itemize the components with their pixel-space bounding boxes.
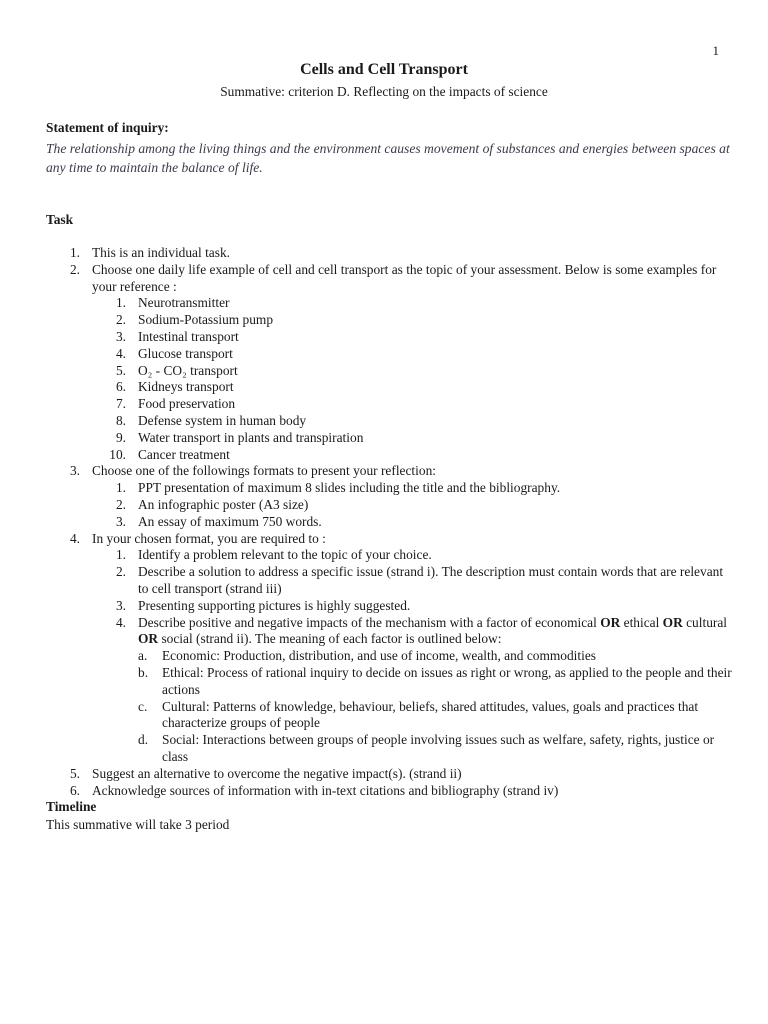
task-list (46, 245, 736, 799)
task-item-text: Choose one daily life example of cell and cell transport as the topic of your assessment. Below is some examples for your reference : (92, 261, 717, 294)
example-item: 9. Water transport in plants and transpiration (115, 429, 364, 445)
examples-list (92, 295, 736, 463)
task-item: 1. This is an individual task. (69, 245, 230, 260)
requirement-text: Presenting supporting pictures is highly suggested. (138, 597, 411, 613)
requirement-text: Identify a problem relevant to the topic of your choice. (138, 547, 432, 563)
requirement-text: Describe a solution to address a specific issue (strand i). The description must contain words that are relevant to cell transport (strand iii) (138, 564, 724, 596)
example-item: 2. Sodium-Potassium pump (115, 312, 274, 328)
task-item-text: In your chosen format, you are required to : (92, 530, 326, 546)
task-item-text: Suggest an alternative to overcome the negative impact(s). (strand ii) (92, 765, 462, 781)
example-item: 5. O₂ - CO₂ transport (115, 362, 238, 378)
task-item-text: Choose one of the followings formats to present your reflection: (92, 463, 436, 479)
aspect-item: b. Ethical: Process of rational inquiry to decide on issues as right or wrong, as applied to the people and their actions (138, 664, 732, 697)
task-item: 3. Choose one of the followings formats to present your reflection: 1. PPT presentation of maximum 8 slides including the title and the bibliography. 2. An infographic poster (A3 size) 3. An essay of maximum 750 words. (46, 463, 736, 530)
requirement-item: 4. Describe positive and negative impacts of the mechanism with a factor of economical OR ethical OR cultural OR social (strand ii). The meaning of each factor is outlined below: a. Economic: Production, distribution, and use of income, wealth, and commodities b. Ethical: Process of rational inquiry to decide on issues as right or wrong, as applied to the people and their actions c. Cultural: Patterns of knowledge, behaviour, beliefs, shared attitudes, values, goals and practices that characterize groups of people d. Social: Interactions between groups of people involving issues such as welfare, safety, rights, justice or class (92, 615, 736, 766)
example-item: 4. Glucose transport (115, 345, 233, 361)
task-item: 4. In your chosen format, you are required to : 1. Identify a problem relevant to the topic of your choice. 2. Describe a solution to address a specific issue (strand i). The description must contain words that are relevant to cell transport (strand iii) 3. Presenting supporting pictures is highly suggested. 4. Describe positive and negative impacts of the mechanism with a factor of economical OR ethical OR cultural OR social (strand ii). The meaning of each factor is outlined below: a. Economic: Production, distribution, and use of income, wealth, and commodities b. Ethical: Process of rational inquiry to decide on issues as right or wrong, as applied to the people and their actions c. Cultural: Patterns of knowledge, behaviour, beliefs, shared attitudes, values, goals and practices that characterize groups of people d. Social: Interactions between groups of people involving issues such as welfare, safety, rights, justice or class (46, 531, 736, 766)
document-title: Cells and Cell Transport (300, 61, 468, 78)
format-text: PPT presentation of maximum 8 slides including the title and the bibliography. (138, 480, 561, 496)
timeline-heading: Timeline (46, 799, 97, 814)
requirement-text: cultural (682, 614, 728, 630)
example-text: Food preservation (138, 396, 236, 412)
requirements-list (92, 547, 736, 765)
example-item: 8. Defense system in human body (115, 412, 307, 428)
document-subtitle: Summative: criterion D. Reflecting on the impacts of science (220, 84, 548, 99)
format-item: 1. PPT presentation of maximum 8 slides including the title and the bibliography. (115, 480, 561, 496)
example-text: Sodium-Potassium pump (138, 312, 274, 328)
or-emphasis: OR (662, 614, 683, 630)
format-text: An infographic poster (A3 size) (138, 496, 309, 512)
or-emphasis: OR (600, 614, 621, 630)
requirement-text: social (strand ii). The meaning of each factor is outlined below: (158, 631, 502, 647)
aspect-text: Social: Interactions between groups of people involving issues such as welfare, safety, rights, justice or class (162, 732, 715, 764)
requirement-item: 1. Identify a problem relevant to the topic of your choice. (115, 547, 432, 563)
example-text: Water transport in plants and transpiration (138, 429, 364, 445)
aspects-list (138, 648, 736, 766)
example-item: 6. Kidneys transport (115, 379, 234, 395)
example-text: Kidneys transport (138, 379, 234, 395)
example-text: Defense system in human body (138, 412, 307, 428)
task-heading: Task (46, 212, 74, 227)
example-text: Cancer treatment (138, 446, 230, 462)
example-item: 3. Intestinal transport (115, 328, 239, 344)
aspect-text: Economic: Production, distribution, and use of income, wealth, and commodities (162, 648, 596, 664)
timeline-text: This summative will take 3 period (46, 817, 230, 832)
requirement-item: 2. Describe a solution to address a specific issue (strand i). The description must contain words that are relevant to cell transport (strand iii) (115, 564, 724, 596)
format-item: 2. An infographic poster (A3 size) (115, 496, 309, 512)
aspect-item: d. Social: Interactions between groups of people involving issues such as welfare, safety, rights, justice or class (138, 732, 715, 764)
example-text: Neurotransmitter (138, 295, 230, 311)
aspect-item: a. Economic: Production, distribution, and use of income, wealth, and commodities (138, 648, 596, 664)
aspect-text: Cultural: Patterns of knowledge, behaviour, beliefs, shared attitudes, values, goals and practices that characterize groups of people (162, 698, 699, 731)
aspect-text: Ethical: Process of rational inquiry to decide on issues as right or wrong, as applied to the people and their actions (162, 664, 732, 697)
statement-text: The relationship among the living things and the environment causes movement of substances and energies between spaces at any time to maintain the balance of life. (46, 141, 730, 175)
requirement-text: Describe positive and negative impacts of the mechanism with a factor of economical (138, 614, 601, 630)
example-item: 1. Neurotransmitter (115, 295, 230, 311)
example-item: 7. Food preservation (115, 396, 236, 412)
example-text: Glucose transport (138, 345, 233, 361)
task-item: 5. Suggest an alternative to overcome the negative impact(s). (strand ii) (69, 765, 462, 781)
formats-list (92, 480, 736, 530)
page-number: 1 (712, 43, 719, 58)
example-item: 10. Cancer treatment (109, 446, 230, 462)
format-item: 3. An essay of maximum 750 words. (115, 513, 322, 529)
example-text: Intestinal transport (138, 328, 239, 344)
format-text: An essay of maximum 750 words. (138, 513, 322, 529)
task-item-text: Acknowledge sources of information with in-text citations and bibliography (strand iv) (92, 782, 559, 798)
example-text: O₂ - CO₂ transport (138, 362, 238, 378)
requirement-text: ethical (620, 614, 663, 630)
statement-heading: Statement of inquiry: (46, 120, 169, 135)
or-emphasis: OR (138, 631, 159, 647)
task-item: 2. Choose one daily life example of cell and cell transport as the topic of your assessment. Below is some examples for your reference : 1. Neurotransmitter 2. Sodium-Potassium pump 3. Intestinal transport 4. Glucose transport 5. O₂ - CO₂ transport 6. Kidneys transport 7. Food preservation 8. Defense system in human body 9. Water transport in plants and transpiration 10. Cancer treatment (46, 262, 736, 464)
requirement-item: 3. Presenting supporting pictures is highly suggested. (115, 597, 411, 613)
task-item: 6. Acknowledge sources of information with in-text citations and bibliography (strand iv) (69, 782, 559, 798)
task-item-text: This is an individual task. (92, 245, 230, 260)
aspect-item: c. Cultural: Patterns of knowledge, behaviour, beliefs, shared attitudes, values, goals and practices that characterize groups of people (138, 698, 699, 731)
